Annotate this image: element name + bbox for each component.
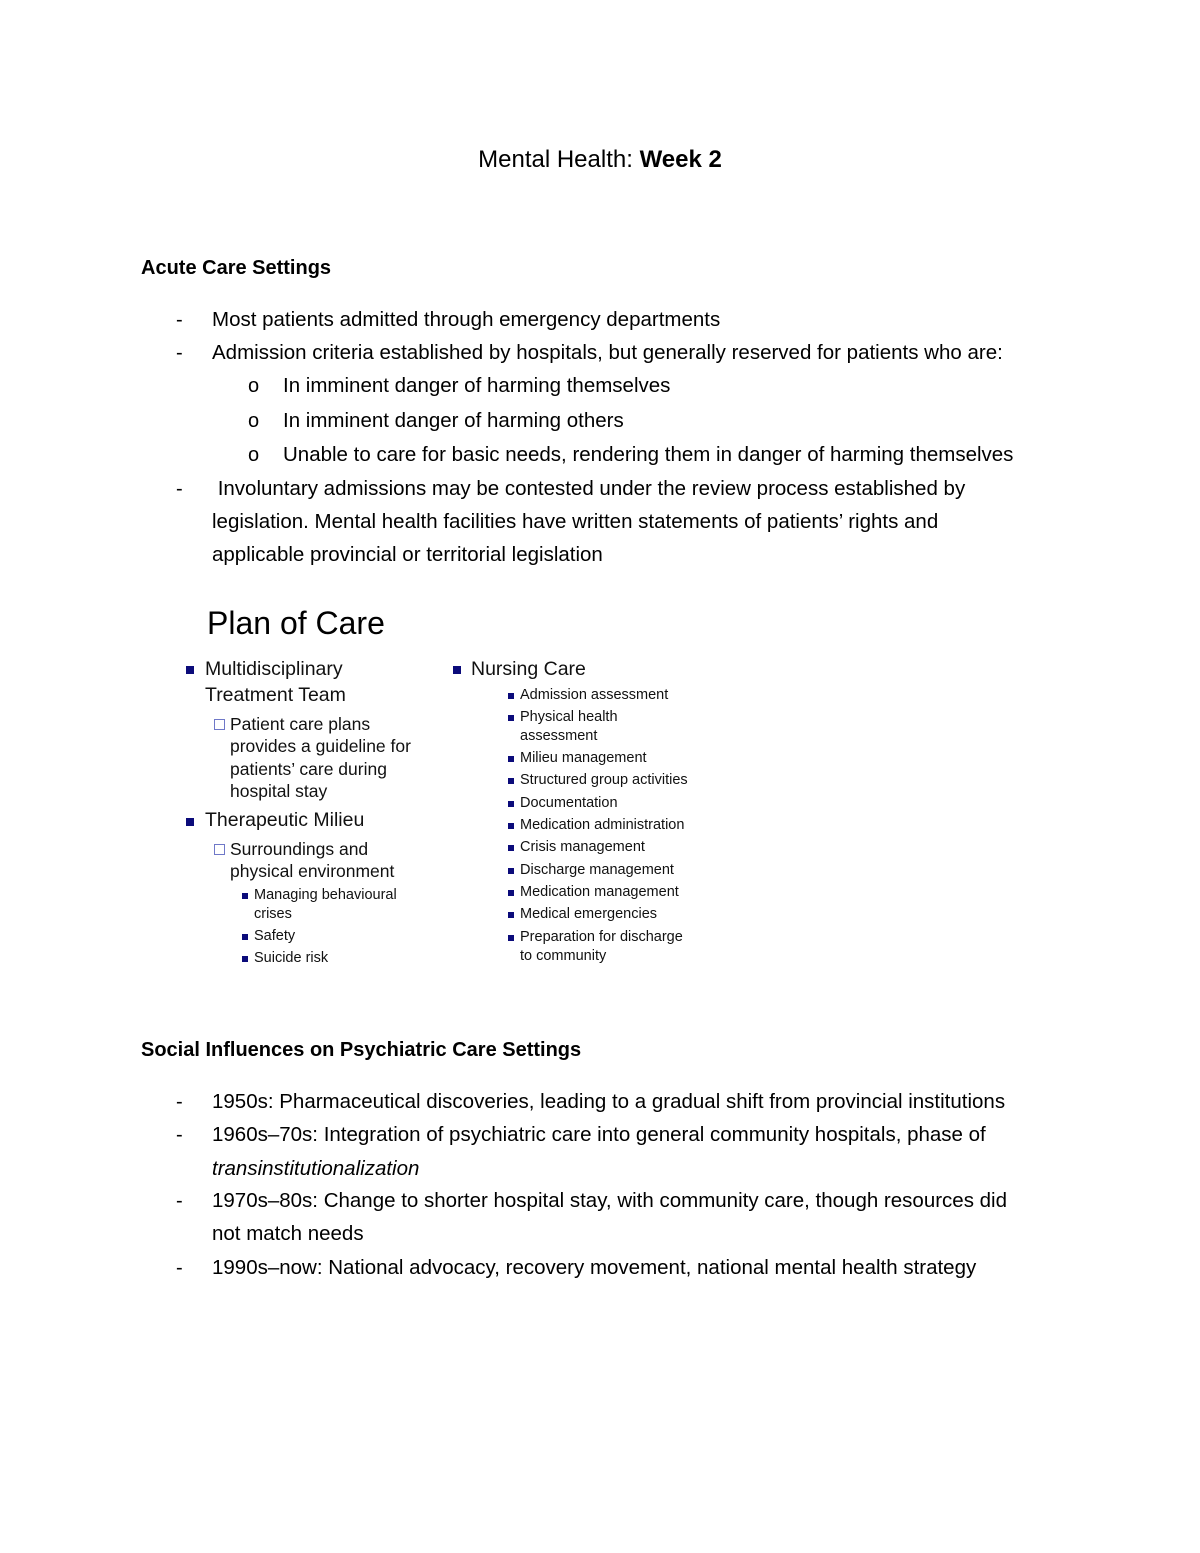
nursing-item: Documentation — [520, 795, 618, 811]
sub-bullet-marker: o — [248, 444, 260, 466]
square-bullet-icon — [453, 666, 461, 674]
nursing-item-continued: to community — [520, 948, 607, 964]
acute-sub-3: Unable to care for basic needs, rendering them in danger of harming themselves — [283, 443, 1014, 466]
nursing-item: Discharge management — [520, 862, 674, 878]
small-square-bullet-icon — [508, 778, 514, 784]
nursing-item: Structured group activities — [520, 772, 688, 788]
page-title — [0, 144, 1200, 176]
social-item-3-line-1: 1970s–80s: Change to shorter hospital stay, with community care, though resources did — [212, 1189, 1007, 1212]
nursing-care-heading: Nursing Care — [471, 658, 586, 680]
bullet-marker: - — [176, 1257, 183, 1279]
square-bullet-icon — [186, 666, 194, 674]
bullet-marker: - — [176, 1091, 183, 1113]
acute-item-3-line-1: Involuntary admissions may be contested under the review process established by — [212, 477, 966, 500]
nursing-item: Milieu management — [520, 750, 647, 766]
surroundings-line-2: physical environment — [230, 861, 395, 881]
acute-sub-1: In imminent danger of harming themselves — [283, 374, 671, 397]
acute-item-3-line-3: applicable provincial or territorial legislation — [212, 543, 603, 566]
bullet-marker: - — [176, 342, 183, 364]
small-square-bullet-icon — [508, 890, 514, 896]
small-square-bullet-icon — [508, 715, 514, 721]
small-square-bullet-icon — [508, 693, 514, 699]
nursing-item: Medication management — [520, 884, 679, 900]
patient-care-plans-line-1: Patient care plans — [230, 714, 371, 734]
transinstitutionalization-term: transinstitutionalization — [212, 1157, 420, 1180]
nursing-item: Physical health — [520, 709, 618, 725]
acute-item-3-line-2: legislation. Mental health facilities have written statements of patients’ rights and — [212, 510, 939, 533]
title-prefix: Mental Health: — [478, 146, 640, 173]
small-square-bullet-icon — [242, 956, 248, 962]
nursing-item-continued: assessment — [520, 728, 598, 744]
bullet-marker: - — [176, 1124, 183, 1146]
acute-care-heading: Acute Care Settings — [141, 257, 332, 279]
small-square-bullet-icon — [508, 935, 514, 941]
nursing-item: Admission assessment — [520, 687, 669, 703]
small-square-bullet-icon — [508, 868, 514, 874]
mdt-line-2: Treatment Team — [205, 684, 346, 706]
hollow-square-bullet-icon — [214, 844, 225, 855]
bullet-marker: - — [176, 478, 183, 500]
suicide-risk-item: Suicide risk — [254, 950, 329, 966]
hollow-square-bullet-icon — [214, 719, 225, 730]
small-square-bullet-icon — [242, 934, 248, 940]
therapeutic-milieu: Therapeutic Milieu — [205, 809, 365, 831]
title-week: Week 2 — [639, 146, 722, 173]
managing-crises-line-2: crises — [254, 906, 292, 922]
social-item-2-line-1: 1960s–70s: Integration of psychiatric care into general community hospitals, phase of — [212, 1123, 986, 1146]
social-item-4: 1990s–now: National advocacy, recovery movement, national mental health strategy — [212, 1256, 977, 1279]
sub-bullet-marker: o — [248, 375, 260, 397]
acute-item-1: Most patients admitted through emergency departments — [212, 308, 721, 331]
small-square-bullet-icon — [242, 893, 248, 899]
nursing-item: Preparation for discharge — [520, 929, 683, 945]
sub-bullet-marker: o — [248, 410, 260, 432]
nursing-item: Medical emergencies — [520, 906, 658, 922]
small-square-bullet-icon — [508, 823, 514, 829]
square-bullet-icon — [186, 818, 194, 826]
nursing-item: Crisis management — [520, 839, 645, 855]
plan-of-care-title: Plan of Care — [207, 605, 385, 641]
social-influences-heading: Social Influences on Psychiatric Care Settings — [141, 1039, 582, 1061]
bullet-marker: - — [176, 1190, 183, 1212]
mdt-line-1: Multidisciplinary — [205, 658, 343, 680]
social-item-2-line-2 — [212, 1156, 419, 1182]
surroundings-line-1: Surroundings and — [230, 839, 369, 859]
nursing-item: Medication administration — [520, 817, 685, 833]
small-square-bullet-icon — [508, 912, 514, 918]
small-square-bullet-icon — [508, 756, 514, 762]
social-item-3-line-2: not match needs — [212, 1222, 364, 1245]
social-item-1: 1950s: Pharmaceutical discoveries, leading to a gradual shift from provincial institutions — [212, 1090, 1006, 1113]
managing-crises-line-1: Managing behavioural — [254, 887, 397, 903]
bullet-marker: - — [176, 309, 183, 331]
acute-sub-2: In imminent danger of harming others — [283, 409, 624, 432]
safety-item: Safety — [254, 928, 296, 944]
patient-care-plans-line-4: hospital stay — [230, 781, 328, 801]
acute-item-2: Admission criteria established by hospitals, but generally reserved for patients who are: — [212, 341, 1003, 364]
small-square-bullet-icon — [508, 845, 514, 851]
patient-care-plans-line-2: provides a guideline for — [230, 736, 411, 756]
patient-care-plans-line-3: patients’ care during — [230, 759, 387, 779]
small-square-bullet-icon — [508, 801, 514, 807]
